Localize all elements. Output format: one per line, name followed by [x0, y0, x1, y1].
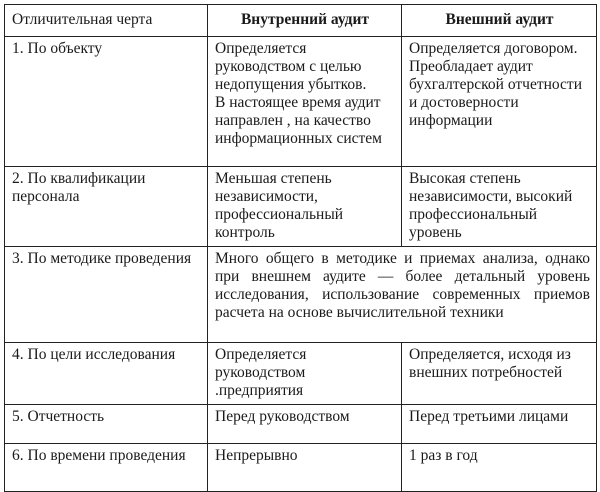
table-row [5, 167, 597, 247]
internal-cell: Меньшая степень независимости, профессиональный контроль [208, 167, 402, 247]
header-internal-audit: Внутренний аудит [208, 5, 402, 37]
table-row [5, 405, 597, 444]
internal-cell: Определяется руководством с целью недопущения убытков. В настоящее время аудит направлен , на качество информационных систем [208, 37, 402, 167]
table-row [5, 343, 597, 405]
external-cell: 1 раз в год [402, 444, 597, 492]
feature-cell: 2. По квалификации персонала [5, 167, 208, 247]
feature-cell: 3. По методике проведения [5, 247, 208, 343]
header-feature: Отличительная черта [5, 5, 208, 37]
internal-cell: Перед руководством [208, 405, 402, 444]
table-row [5, 444, 597, 492]
feature-cell: 1. По объекту [5, 37, 208, 167]
external-cell: Определяется договором. Преобладает аудит бухгалтерской отчетности и достоверности информации [402, 37, 597, 167]
comparison-table [4, 4, 597, 492]
feature-cell: 6. По времени проведения [5, 444, 208, 492]
common-cell: Много общего в методике и приемах анализа, однако при внешнем аудите — более детальный уровень исследования, использование современных приемов расчета на основе вычислительной техники [208, 247, 597, 343]
table-header-row [5, 5, 597, 37]
feature-cell: 5. Отчетность [5, 405, 208, 444]
feature-cell: 4. По цели исследования [5, 343, 208, 405]
internal-cell: Определяется руководством .предприятия [208, 343, 402, 405]
header-external-audit: Внешний аудит [402, 5, 597, 37]
internal-cell: Непрерывно [208, 444, 402, 492]
external-cell: Определяется, исходя из внешних потребностей [402, 343, 597, 405]
table-row [5, 37, 597, 167]
table-row [5, 247, 597, 343]
external-cell: Перед третьими лицами [402, 405, 597, 444]
external-cell: Высокая степень независимости, высокий профессиональный уровень [402, 167, 597, 247]
